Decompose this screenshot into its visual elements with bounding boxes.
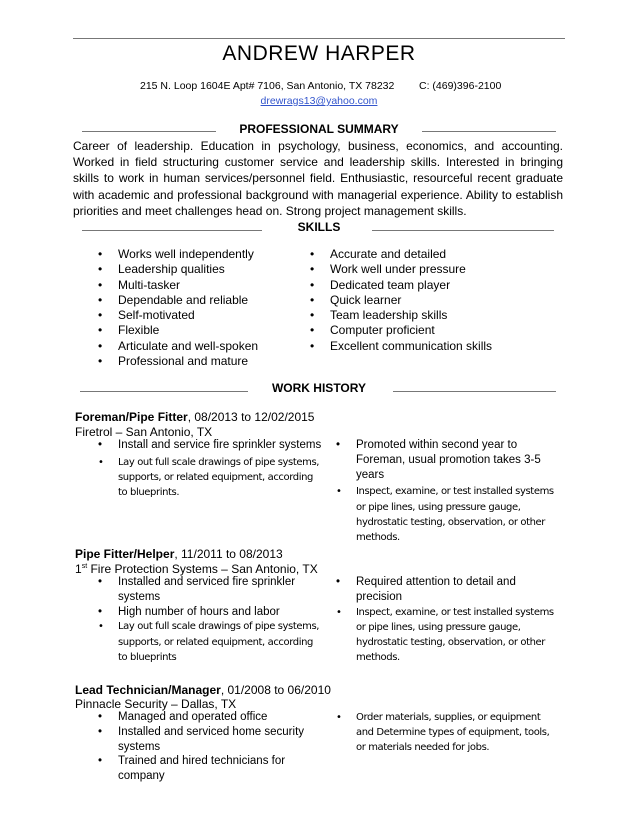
email-link[interactable]: drewrags13@yahoo.com [260,95,378,107]
candidate-name: ANDREW HARPER [222,42,416,65]
employer-ordinal: 1 [75,562,82,576]
skill-item: • Quick learner [304,293,534,308]
summary-heading: PROFESSIONAL SUMMARY [239,122,399,136]
job-title-line [75,410,314,424]
list-item: • Inspect, examine, or test installed systems or pipe lines, using pressure gauge, hydrostatic testing, observation, or other methods. [330,484,560,545]
job-title: Pipe Fitter/Helper [75,547,175,561]
skill-item: • Multi-tasker [92,278,292,293]
employer-text: Fire Protection Systems – San Antonio, TX [87,562,318,576]
job-dates: , 08/2013 to 12/02/2015 [187,410,315,424]
job-title-line [75,683,331,697]
skill-item: • Works well independently [92,247,292,262]
list-item: • Order materials, supplies, or equipment and Determine types of equipment, tools, or materials needed for jobs. [330,710,560,756]
job-title: Foreman/Pipe Fitter [75,410,188,424]
list-item: • Lay out full scale drawings of pipe systems, supports, or related equipment, according to blueprints [92,619,322,665]
skill-item: • Computer proficient [304,323,534,338]
list-item: • High number of hours and labor [92,605,322,620]
skill-item: • Accurate and detailed [304,247,534,262]
job-employer [75,425,212,439]
work-heading: WORK HISTORY [271,381,366,395]
job-dates: , 01/2008 to 06/2010 [220,683,331,697]
skill-item: • Leadership qualities [92,262,292,277]
list-item: • Install and service fire sprinkler systems [92,438,322,453]
skill-item: • Work well under pressure [304,262,534,277]
list-item: • Managed and operated office [92,710,322,725]
job-employer [75,562,318,576]
employer-ordinal-suffix: st [81,563,88,570]
list-item: • Inspect, examine, or test installed systems or pipe lines, using pressure gauge, hydrostatic testing, observation, or other methods. [330,605,560,666]
skills-list-left [92,247,292,369]
list-item: • Lay out full scale drawings of pipe systems, supports, or related equipment, according to blueprints. [92,455,322,501]
phone: C: (469)396-2100 [419,80,502,92]
job-employer [75,697,236,711]
skills-list-right [304,247,534,354]
skill-item: • Dependable and reliable [92,293,292,308]
skill-item: • Flexible [92,323,292,338]
skill-item: • Self-motivated [92,308,292,323]
job-title: Lead Technician/Manager [75,683,221,697]
job-dates: , 11/2011 to 08/2013 [174,547,283,561]
job-duties-right [330,710,560,756]
list-item: • Promoted within second year to Foreman, usual promotion takes 3-5 years [330,438,560,482]
list-item: • Trained and hired technicians for company [92,754,322,784]
list-item: • Required attention to detail and precision [330,575,560,605]
summary-text: Career of leadership. Education in psychology, business, economics, and accounting. Worked in field structuring customer service and leadership skills. Interested in bringing skills to work in human services/personnel field. Enthusiastic, resourceful recent graduate with academic and professional background with managerial experience. Ability to establish priorities and meet challenges head on. Strong project management skills. [73,139,563,218]
list-item: • Installed and serviced home security systems [92,725,322,755]
skills-heading: SKILLS [297,220,341,234]
top-rule [73,38,565,39]
job-duties-left [92,710,322,784]
job-title-line [75,547,283,561]
job-duties-left [92,438,322,500]
job-duties-left [92,575,322,665]
skill-item: • Excellent communication skills [304,339,534,354]
skill-item: • Dedicated team player [304,278,534,293]
skill-item: • Professional and mature [92,354,292,369]
list-item: • Installed and serviced fire sprinkler systems [92,575,322,605]
employer-text: Firetrol – San Antonio, TX [75,425,213,439]
job-duties-right [330,575,560,665]
job-duties-right [330,438,560,545]
address: 215 N. Loop 1604E Apt# 7106, San Antonio, TX 78232 [140,80,395,92]
skill-item: • Team leadership skills [304,308,534,323]
skill-item: • Articulate and well-spoken [92,339,292,354]
employer-text: Pinnacle Security – Dallas, TX [75,697,237,711]
